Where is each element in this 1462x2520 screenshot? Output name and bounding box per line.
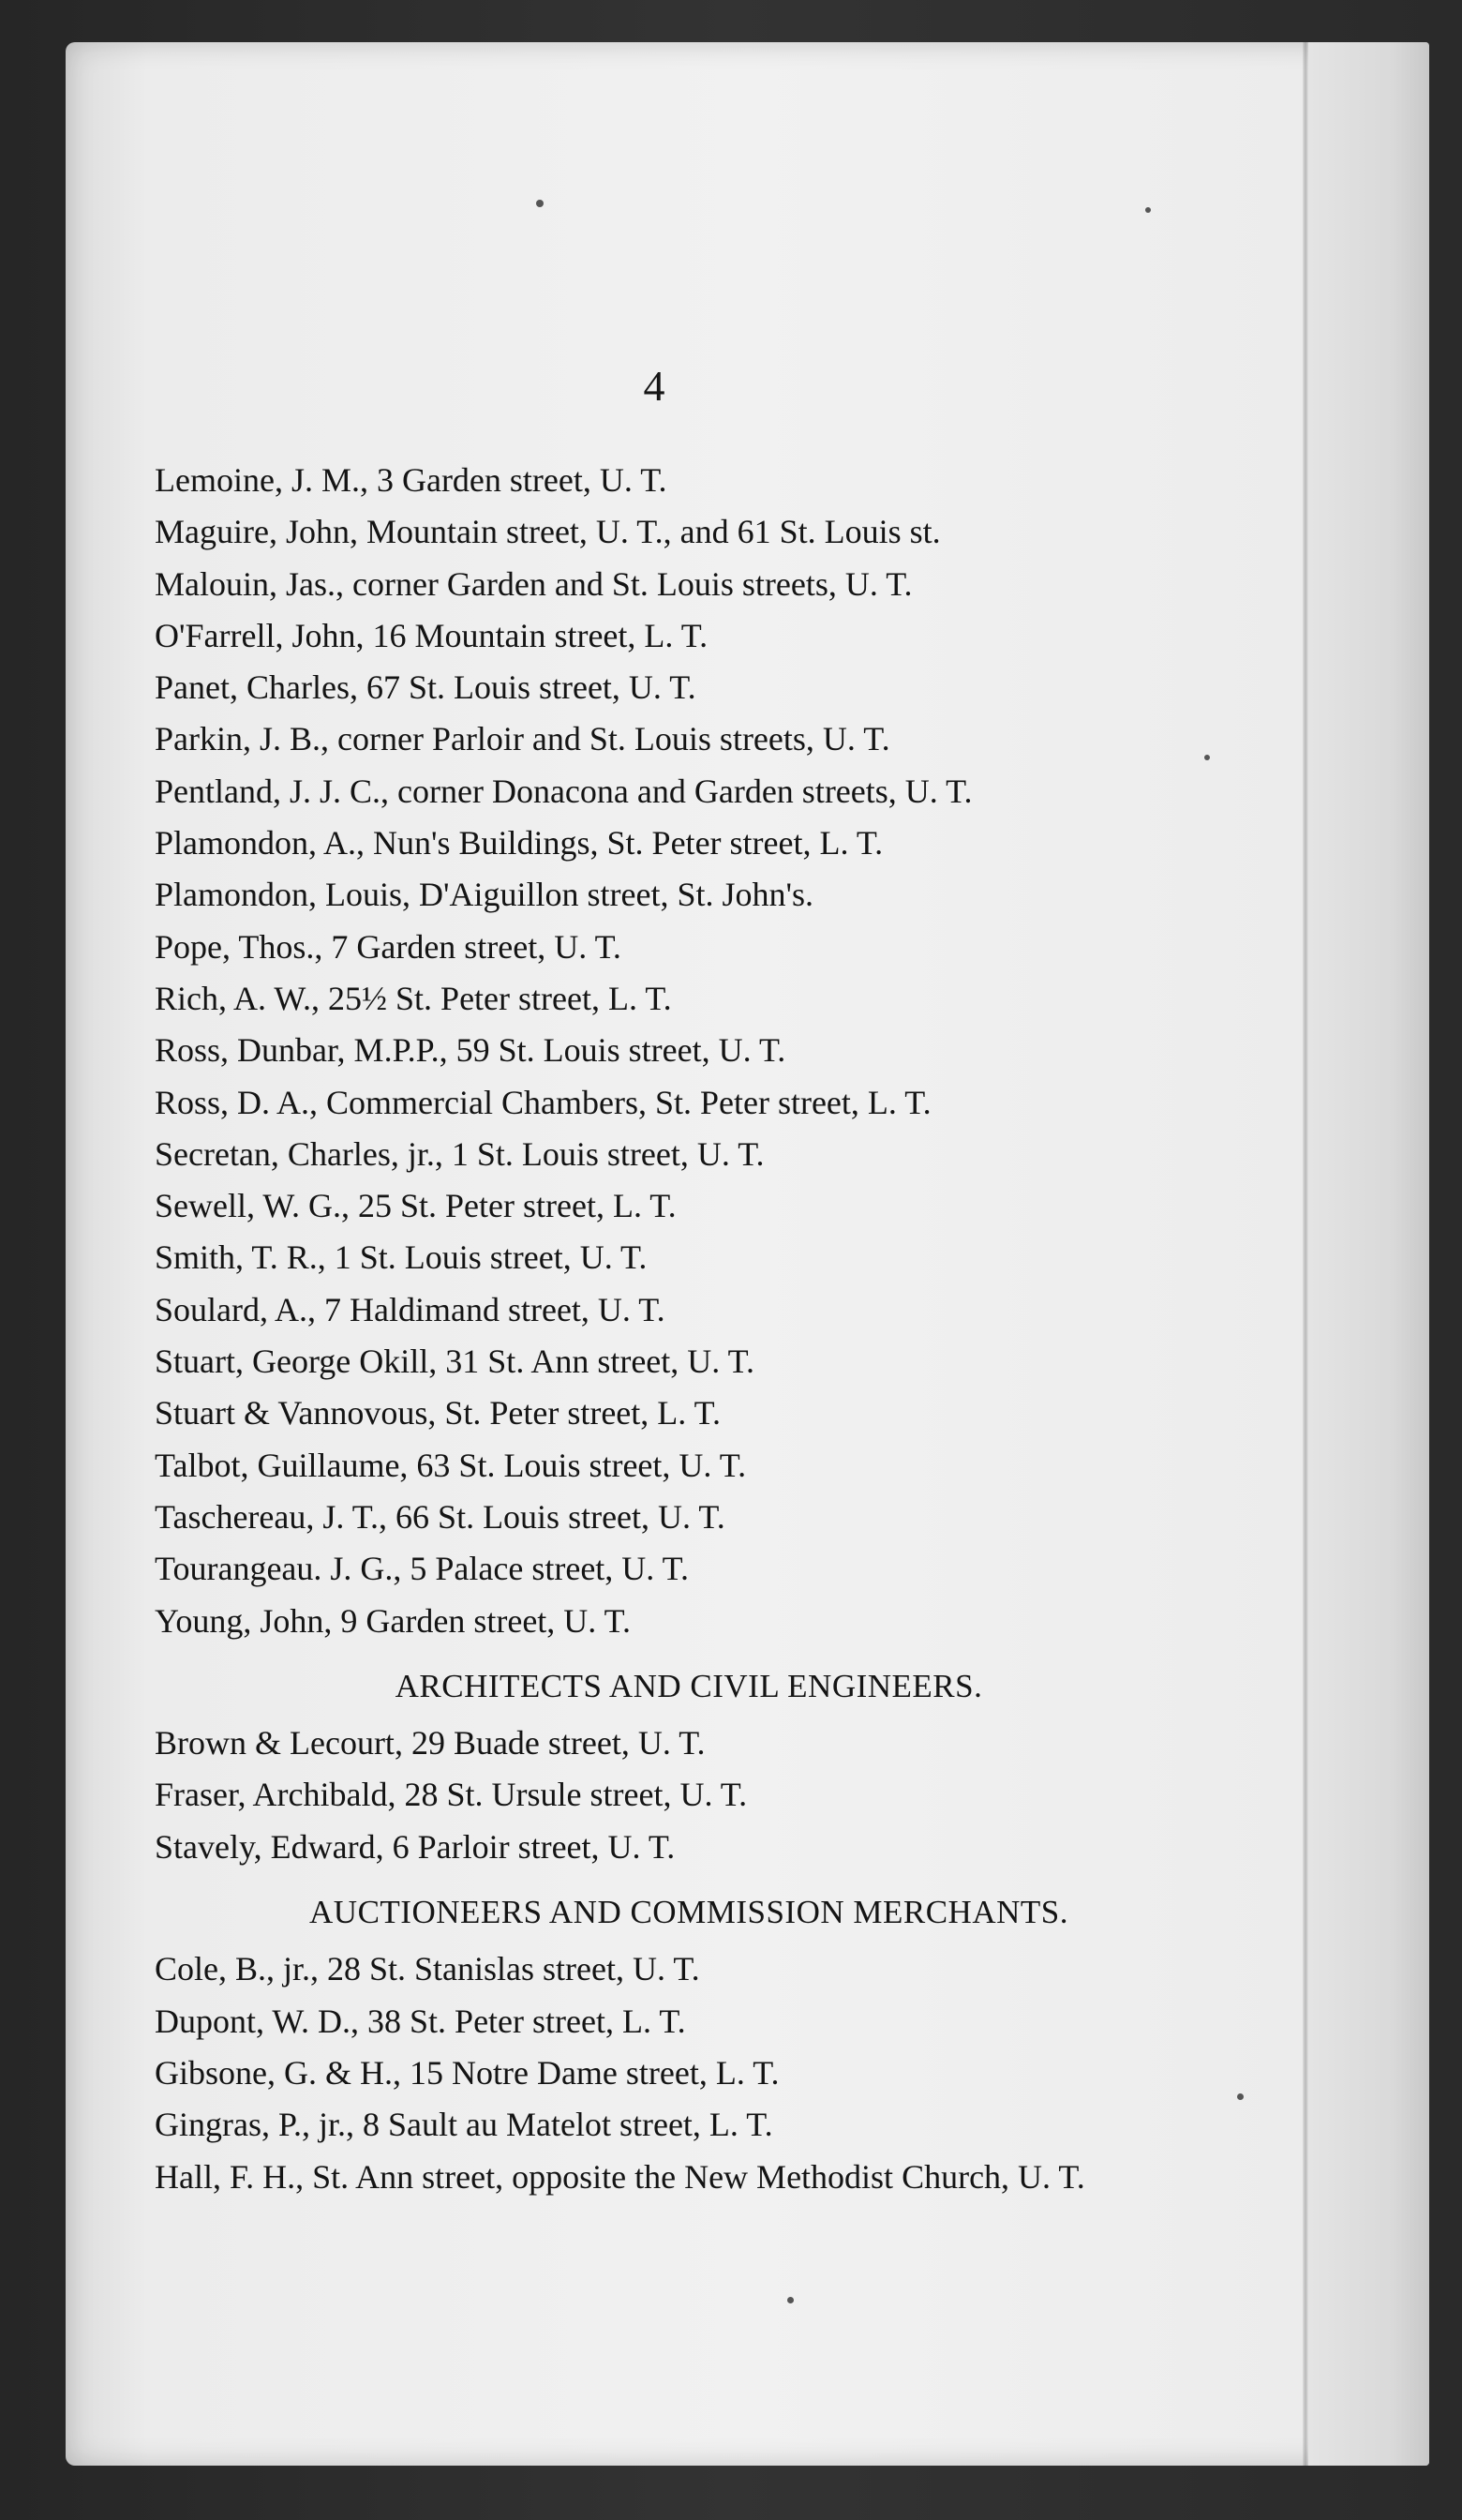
page-edge <box>1308 42 1429 2466</box>
ink-speck <box>1237 2093 1244 2100</box>
list-item: Lemoine, J. M., 3 Garden street, U. T. <box>155 461 667 499</box>
list-item: Parkin, J. B., corner Parloir and St. Louis streets, U. T. <box>155 720 890 758</box>
list-item: Gibsone, G. & H., 15 Notre Dame street, L. T. <box>155 2053 780 2092</box>
list-item: Hall, F. H., St. Ann street, opposite the New Methodist Church, U. T. <box>155 2157 1085 2196</box>
list-item: Tourangeau. J. G., 5 Palace street, U. T. <box>155 1550 689 1588</box>
list-item: Maguire, John, Mountain street, U. T., and 61 St. Louis st. <box>155 513 941 551</box>
list-item: Malouin, Jas., corner Garden and St. Louis streets, U. T. <box>155 564 913 603</box>
list-item: Brown & Lecourt, 29 Buade street, U. T. <box>155 1724 706 1762</box>
list-item: Secretan, Charles, jr., 1 St. Louis street, U. T. <box>155 1134 765 1173</box>
section-architects <box>155 1660 1223 1873</box>
section-heading: AUCTIONEERS AND COMMISSION MERCHANTS. <box>309 1894 1068 1931</box>
list-item: Gingras, P., jr., 8 Sault au Matelot street, L. T. <box>155 2106 773 2144</box>
list-item: Young, John, 9 Garden street, U. T. <box>155 1601 631 1640</box>
list-item: Rich, A. W., 25½ St. Peter street, L. T. <box>155 979 672 1017</box>
list-item: Talbot, Guillaume, 63 St. Louis street, U. T. <box>155 1446 747 1484</box>
page-number: 4 <box>643 362 665 410</box>
ink-speck <box>1145 207 1151 213</box>
list-item: Sewell, W. G., 25 St. Peter street, L. T. <box>155 1187 677 1225</box>
list-item: Ross, Dunbar, M.P.P., 59 St. Louis street, U. T. <box>155 1031 786 1070</box>
section-professionals <box>155 455 1223 1647</box>
ink-speck <box>787 2297 794 2303</box>
list-item: Stuart, George Okill, 31 St. Ann street, U. T. <box>155 1342 754 1381</box>
list-item: Plamondon, Louis, D'Aiguillon street, St. John's. <box>155 876 813 914</box>
list-item: Pentland, J. J. C., corner Donacona and Garden streets, U. T. <box>155 772 973 810</box>
list-item: Taschereau, J. T., 66 St. Louis street, U. T. <box>155 1497 725 1536</box>
list-item: O'Farrell, John, 16 Mountain street, L. T. <box>155 616 709 654</box>
page-fold <box>1303 42 1308 2466</box>
list-item: Dupont, W. D., 38 St. Peter street, L. T. <box>155 2002 686 2040</box>
list-item: Ross, D. A., Commercial Chambers, St. Peter street, L. T. <box>155 1083 932 1121</box>
section-heading: ARCHITECTS AND CIVIL ENGINEERS. <box>395 1667 983 1704</box>
list-item: Panet, Charles, 67 St. Louis street, U. T. <box>155 668 696 707</box>
ink-speck <box>536 200 544 207</box>
list-item: Smith, T. R., 1 St. Louis street, U. T. <box>155 1238 648 1277</box>
list-item: Stavely, Edward, 6 Parloir street, U. T. <box>155 1827 676 1866</box>
list-item: Soulard, A., 7 Haldimand street, U. T. <box>155 1290 665 1328</box>
list-item: Fraser, Archibald, 28 St. Ursule street, U. T. <box>155 1776 748 1814</box>
list-item: Stuart & Vannovous, St. Peter street, L. T. <box>155 1394 721 1432</box>
list-item: Plamondon, A., Nun's Buildings, St. Peter street, L. T. <box>155 824 884 862</box>
directory-listing <box>155 455 1223 2203</box>
section-auctioneers <box>155 1886 1223 2203</box>
book-page <box>66 42 1429 2466</box>
list-item: Pope, Thos., 7 Garden street, U. T. <box>155 927 621 966</box>
list-item: Cole, B., jr., 28 St. Stanislas street, U. T. <box>155 1950 700 1988</box>
